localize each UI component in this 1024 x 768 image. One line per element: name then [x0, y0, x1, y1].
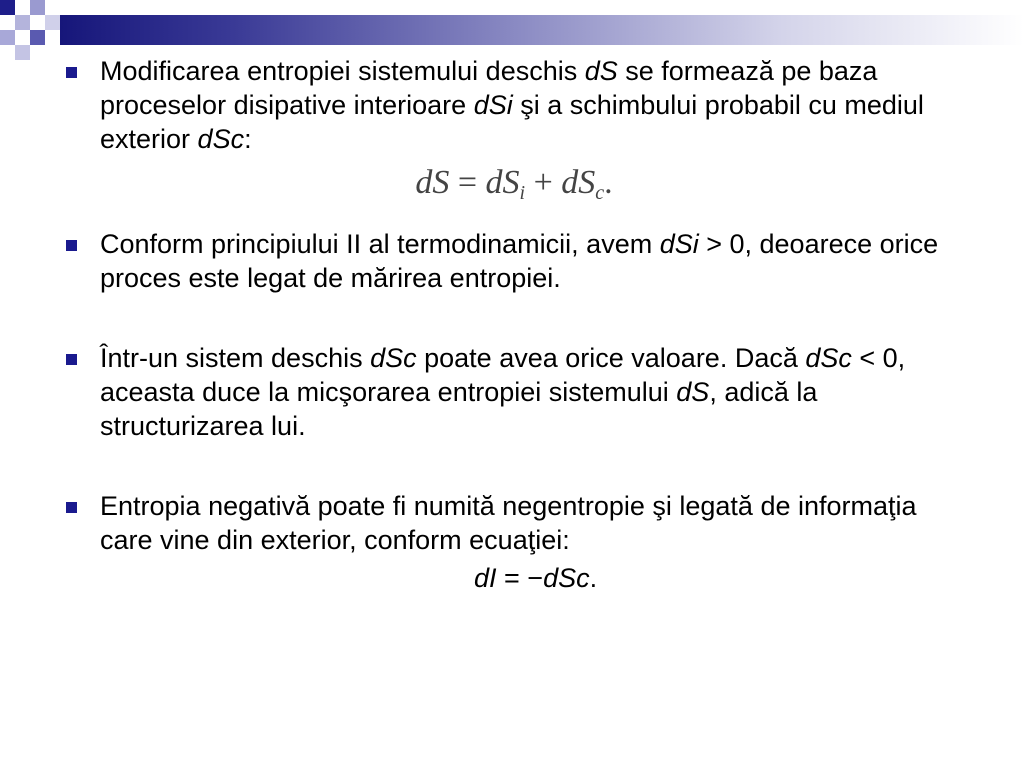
bullet-text [100, 489, 964, 557]
bullet-open-system [64, 341, 964, 443]
text-segment: , adică la structurizarea lui. [100, 377, 818, 441]
deco-square [15, 15, 30, 30]
variable-dSc: dSc [197, 124, 245, 154]
eq-operator: = [449, 164, 486, 201]
deco-square [15, 45, 30, 60]
text-segment: < 0, aceasta duce la micşorarea entropiei sistemului [100, 343, 906, 407]
slide-content [64, 54, 964, 595]
equation-information [64, 561, 964, 595]
bullet-negentropy [64, 489, 964, 557]
variable-dSi: dSi [659, 229, 699, 259]
eq-term: dS [485, 164, 520, 201]
text-segment: se formează pe baza proceselor disipative interioare [100, 56, 878, 120]
eq-operator: + [525, 164, 562, 201]
bullet-square-icon [66, 502, 77, 513]
text-segment: poate avea orice valoare. Dacă [416, 343, 806, 373]
eq-term: dI [474, 563, 497, 593]
deco-square [0, 0, 15, 15]
eq-operator: . [589, 563, 598, 593]
eq-subscript: i [519, 182, 526, 204]
bullet-entropy-change [64, 54, 964, 156]
bullet-second-law [64, 227, 964, 295]
eq-term: dS [561, 164, 596, 201]
deco-square [30, 30, 45, 45]
text-segment: Într-un sistem deschis [100, 343, 371, 373]
text-segment: şi a schimbului probabil cu mediul exterior [100, 90, 924, 154]
eq-subscript: c [595, 182, 605, 204]
eq-term: dSc [543, 563, 590, 593]
eq-operator: . [604, 164, 613, 201]
bullet-text [100, 54, 964, 156]
text-segment: Conform principiului II al termodinamicii, avem [100, 229, 660, 259]
variable-dSc: dSc [370, 343, 417, 373]
text-segment: > 0, deoarece orice proces este legat de mărirea entropiei. [100, 229, 939, 293]
eq-operator: = − [496, 563, 544, 593]
text-segment: : [244, 124, 252, 154]
bullet-square-icon [66, 67, 77, 78]
text-segment: Modificarea entropiei sistemului deschis [100, 56, 585, 86]
variable-dSc: dSc [805, 343, 852, 373]
bullet-square-icon [66, 354, 77, 365]
bullet-text [100, 227, 964, 295]
text-segment: Entropia negativă poate fi numită negentropie şi legată de informaţia care vine din exterior, conform ecuaţiei: [100, 491, 917, 555]
bullet-square-icon [66, 240, 77, 251]
bullet-text [100, 341, 964, 443]
title-decoration [0, 0, 1024, 60]
variable-dS: dS [676, 377, 710, 407]
deco-square [30, 0, 45, 15]
eq-term: dS [415, 164, 450, 201]
deco-square [0, 30, 15, 45]
variable-dSi: dSi [473, 90, 513, 120]
title-gradient-bar [60, 15, 1024, 45]
deco-square [45, 15, 60, 30]
variable-dS: dS [584, 56, 618, 86]
equation-entropy-sum [0, 164, 964, 205]
